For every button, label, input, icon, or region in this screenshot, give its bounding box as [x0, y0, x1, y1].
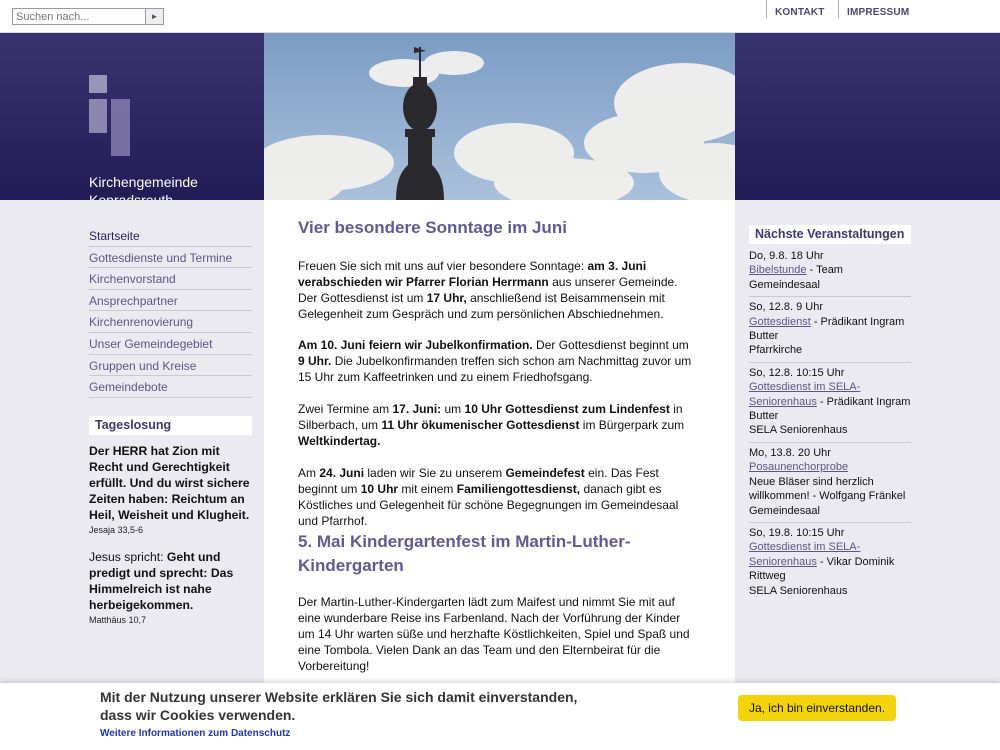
event-date: Do, 9.8. 18 Uhr	[749, 250, 824, 262]
left-sidebar	[0, 200, 264, 750]
event-item	[749, 523, 911, 602]
paragraph-lindenfest: Zwei Termine am 17. Juni: um 10 Uhr Gottesdienst zum Lindenfest in Silberbach, um 11 Uhr ökumenischer Gottesdienst im Bürgerpark zum Weltkindertag.	[298, 402, 685, 448]
nav-item-startseite[interactable]: Startseite	[89, 225, 252, 247]
nav-item-gruppen[interactable]: Gruppen und Kreise	[89, 355, 252, 377]
teaching-verse	[89, 549, 252, 613]
daily-verse-heading: Tageslosung	[89, 416, 252, 435]
search-box	[12, 8, 164, 25]
event-place: Pfarrkirche	[749, 344, 803, 357]
event-date: So, 12.8. 10:15 Uhr	[749, 366, 845, 379]
events-heading: Nächste Veranstaltungen	[749, 225, 911, 244]
paragraph-jubelkonfirmation: Am 10. Juni feiern wir Jubelkonfirmation. Der Gottesdienst beginnt um 9 Uhr. Die Jubelkonfirmanden treffen sich schon am Nachmittag zuvor um 15 Uhr zum Kaffeetrinken und zu einem Friedhofsgang.	[298, 338, 692, 384]
nav-item-ansprechpartner[interactable]: Ansprechpartner	[89, 290, 252, 312]
teaching-verse-lead: Jesus spricht:	[89, 550, 167, 564]
event-link[interactable]: Gottesdienst	[749, 315, 811, 328]
nav-item-gemeindebote[interactable]: Gemeindebote	[89, 376, 252, 398]
event-details: - Prädikant Ingram Butter	[749, 395, 911, 423]
daily-verse-reference: Jesaja 33,5-6	[89, 525, 144, 535]
contact-link[interactable]: KONTAKT	[766, 0, 838, 19]
event-date: Mo, 13.8. 20 Uhr	[749, 446, 831, 459]
cookie-consent-bar	[0, 683, 1000, 750]
paragraph-farewell: Freuen Sie sich mit uns auf vier besondere Sonntage: am 3. Juni verabschieden wir Pfarrer Florian Herrmann aus unserer Gemeinde. Der Gottesdienst ist um 17 Uhr, anschließend ist Beisammensein mit Gelegenheit zum Gespräch und zum persönlichen Abschiednehmen.	[298, 259, 678, 321]
teaching-verse-text: Geht und predigt und sprecht: Das Himmelreich ist nahe herbeigekommen.	[89, 550, 234, 612]
event-place: Gemeindesaal	[749, 504, 820, 517]
article-title-june[interactable]: Vier besondere Sonntage im Juni	[298, 218, 567, 237]
site-title-line1: Kirchengemeinde	[89, 174, 198, 190]
cookie-message: Mit der Nutzung unserer Website erklären Sie sich damit einverstanden, dass wir Cookies verwenden.	[100, 689, 578, 723]
paragraph-kindergarten: Der Martin-Luther-Kindergarten lädt zum Maifest und nimmt Sie mit auf eine wunderbare Reise ins Farbenland. Nach der Vorführung der Kinder um 14 Uhr warten süße und herzhafte Köstlichkeiten, Spiel und Spaß und eine Tombola. Vielen Dank an das Team und den Elternbeirat für die Vorbereitung!	[298, 595, 690, 673]
nav-item-gottesdienste[interactable]: Gottesdienste und Termine	[89, 247, 252, 269]
teaching-verse-reference: Matthäus 10,7	[89, 615, 147, 625]
event-link[interactable]: Gottesdienst im SELA-Seniorenhaus	[749, 541, 861, 568]
event-details: - Vikar Dominik Rittweg	[749, 555, 895, 583]
event-date: So, 12.8. 9 Uhr	[749, 301, 823, 314]
event-details: - Team	[806, 264, 843, 277]
event-place: SELA Seniorenhaus	[749, 584, 848, 597]
nav-item-kirchenvorstand[interactable]: Kirchenvorstand	[89, 268, 252, 290]
event-link[interactable]: Gottesdienst im SELA-Seniorenhaus	[749, 381, 861, 408]
article-title-kindergarten[interactable]: 5. Mai Kindergartenfest im Martin-Luther-Kindergarten	[298, 532, 631, 575]
right-sidebar	[735, 200, 1000, 750]
cookie-accept-button[interactable]: Ja, ich bin einverstanden.	[738, 695, 896, 721]
main-content	[264, 200, 735, 750]
event-item	[749, 246, 911, 297]
imprint-link[interactable]: IMPRESSUM	[838, 0, 928, 19]
events-box	[749, 225, 911, 602]
privacy-info-link[interactable]: Weitere Informationen zum Datenschutz	[100, 728, 291, 739]
event-item	[749, 297, 911, 363]
church-tower-photo	[264, 33, 735, 200]
event-item	[749, 443, 911, 523]
top-bar	[0, 0, 1000, 33]
daily-verse-box	[89, 416, 252, 625]
main-navigation	[89, 225, 252, 398]
search-submit-button[interactable]: ►	[145, 9, 163, 24]
nav-item-gemeindegebiet[interactable]: Unser Gemeindegebiet	[89, 333, 252, 355]
paragraph-gemeindefest: Am 24. Juni laden wir Sie zu unserem Gemeindefest ein. Das Fest beginnt um 10 Uhr mit einem Familiengottesdienst, danach gibt es Köstliches und Gelegenheit für schöne Begegnungen im Gemeindesaal und Pfarrhof.	[298, 466, 679, 528]
event-link[interactable]: Posaunenchorprobe	[749, 461, 849, 474]
event-details: - Prädikant Ingram Butter	[749, 315, 905, 343]
event-link[interactable]: Bibelstunde	[749, 264, 807, 277]
event-date: So, 19.8. 10:15 Uhr	[749, 526, 845, 539]
event-place: SELA Seniorenhaus	[749, 424, 848, 437]
daily-verse-text: Der HERR hat Zion mit Recht und Gerechtigkeit erfüllt. Und du wirst sichere Zeiten haben: Reichtum an Heil, Weisheit und Klugheit.	[89, 444, 250, 522]
event-place: Gemeindesaal	[749, 278, 820, 291]
search-input[interactable]	[13, 9, 145, 24]
event-item	[749, 363, 911, 443]
nav-item-kirchenrenovierung[interactable]: Kirchenrenovierung	[89, 311, 252, 333]
event-details: Neue Bläser sind herzlich willkommen! - Wolfgang Fränkel	[749, 475, 906, 503]
